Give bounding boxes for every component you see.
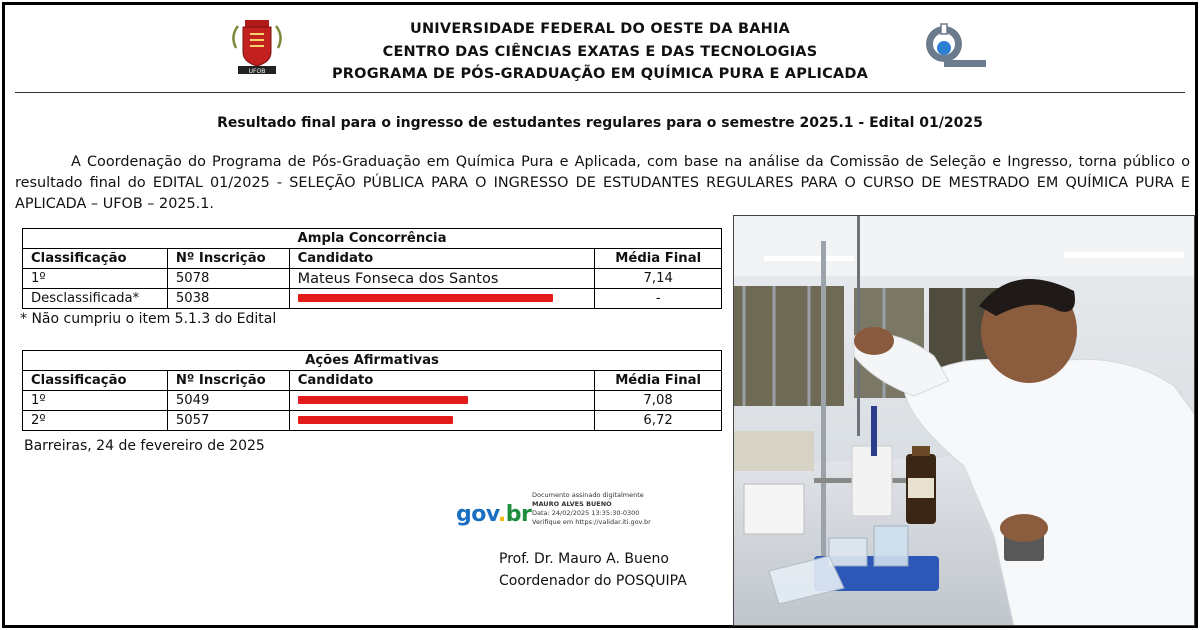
col-header-inscricao: Nº Inscrição	[167, 371, 289, 391]
digital-signature-stamp	[532, 491, 651, 527]
col-header-candidato: Candidato	[289, 249, 595, 269]
signature-signer: MAURO ALVES BUENO	[532, 500, 612, 508]
redaction-mark	[298, 294, 553, 302]
signer-name: Prof. Dr. Mauro A. Bueno	[499, 551, 669, 567]
table-caption: Ações Afirmativas	[23, 351, 722, 371]
table-row	[23, 289, 722, 309]
col-header-candidato: Candidato	[289, 371, 595, 391]
place-and-date: Barreiras, 24 de fevereiro de 2025	[24, 438, 265, 454]
table-acoes-afirmativas	[22, 350, 722, 431]
cell-inscricao: 5078	[167, 269, 289, 289]
cell-candidato: Mateus Fonseca dos Santos	[289, 269, 595, 289]
signer-block	[499, 548, 687, 592]
header-university: UNIVERSIDADE FEDERAL DO OESTE DA BAHIA	[410, 21, 790, 37]
signature-line: Documento assinado digitalmente	[532, 491, 644, 499]
col-header-classificacao: Classificação	[23, 371, 168, 391]
cell-media: 7,14	[595, 269, 722, 289]
header-program: PROGRAMA DE PÓS-GRADUAÇÃO EM QUÍMICA PURA E APLICADA	[331, 66, 869, 82]
document-title: Resultado final para o ingresso de estudantes regulares para o semestre 2025.1 - Edital 01/2025	[217, 115, 983, 131]
svg-text:UFOB: UFOB	[248, 68, 266, 75]
signature-verify-link: Verifique em https://validar.iti.gov.br	[532, 518, 651, 526]
cell-candidato-redacted	[289, 289, 595, 309]
cell-inscricao: 5049	[167, 391, 289, 411]
header-divider	[15, 92, 1185, 93]
table-row	[23, 269, 722, 289]
cell-candidato-redacted	[289, 411, 595, 431]
intro-paragraph	[15, 152, 1190, 215]
cell-inscricao: 5038	[167, 289, 289, 309]
table-row	[23, 411, 722, 431]
cell-media: 7,08	[595, 391, 722, 411]
footnote: * Não cumpriu o item 5.1.3 do Edital	[20, 311, 277, 327]
intro-text: A Coordenação do Programa de Pós-Graduação em Química Pura e Aplicada, com base na análise da Comissão de Seleção e Ingresso, torna público o resultado final do EDITAL 01/2025 - SELEÇÃO PÚBLICA PARA O INGRESSO DE ESTUDANTES REGULARES PARA O CURSO DE MESTRADO EM QUÍMICA PURA E APLICADA – UFOB – 2025.1.	[15, 154, 1190, 212]
redaction-mark	[298, 396, 468, 404]
table-caption: Ampla Concorrência	[23, 229, 722, 249]
cell-classificacao: 1º	[23, 269, 168, 289]
table-row	[23, 391, 722, 411]
signer-role: Coordenador do POSQUIPA	[499, 573, 687, 589]
header-center: CENTRO DAS CIÊNCIAS EXATAS E DAS TECNOLOGIAS	[382, 44, 818, 60]
posquipa-logo	[918, 22, 988, 70]
table-ampla-concorrencia	[22, 228, 722, 309]
cell-classificacao: Desclassificada*	[23, 289, 168, 309]
redaction-mark	[298, 416, 453, 424]
gov-br-logo: gov.br	[456, 502, 532, 527]
cell-media: 6,72	[595, 411, 722, 431]
signature-date: Data: 24/02/2025 13:35:30-0300	[532, 509, 640, 517]
col-header-inscricao: Nº Inscrição	[167, 249, 289, 269]
cell-candidato-redacted	[289, 391, 595, 411]
col-header-classificacao: Classificação	[23, 249, 168, 269]
col-header-media: Média Final	[595, 371, 722, 391]
cell-inscricao: 5057	[167, 411, 289, 431]
lab-photo	[733, 215, 1195, 626]
ufob-crest-logo	[228, 18, 286, 76]
lab-photo-illustration	[734, 216, 1195, 626]
cell-classificacao: 1º	[23, 391, 168, 411]
col-header-media: Média Final	[595, 249, 722, 269]
cell-classificacao: 2º	[23, 411, 168, 431]
cell-media: -	[595, 289, 722, 309]
